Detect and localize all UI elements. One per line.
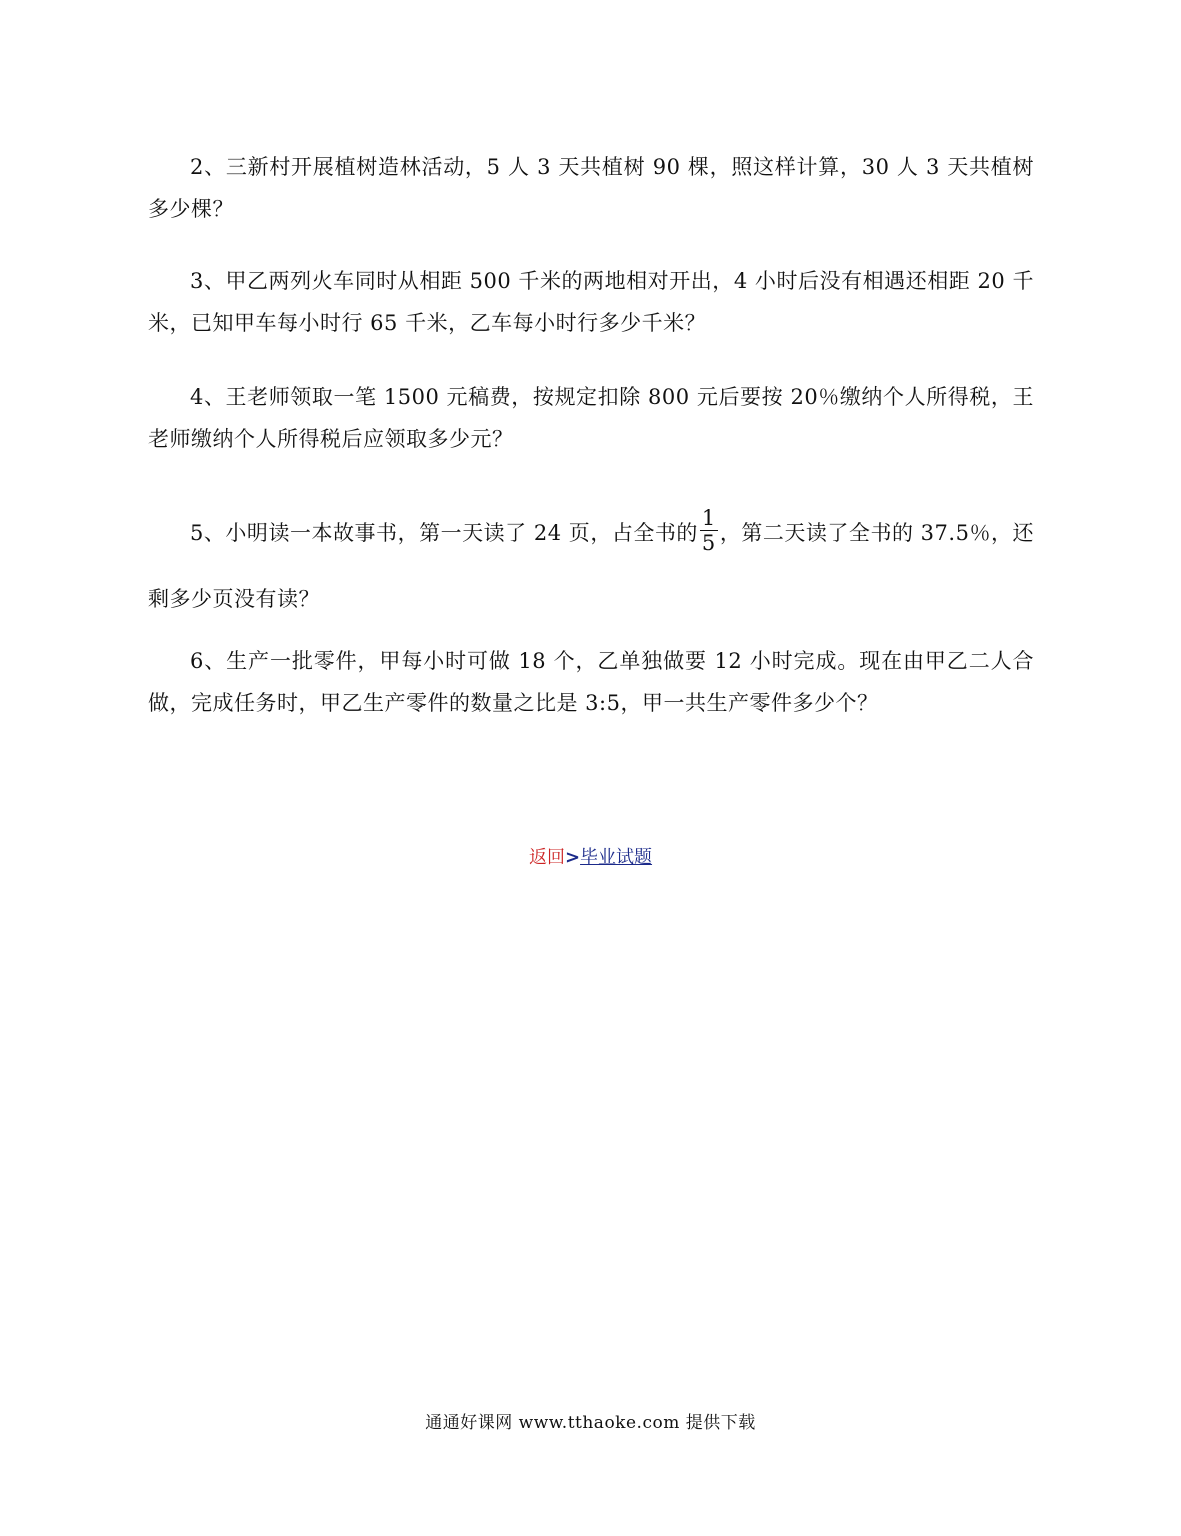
problem-6-text: 、生产一批零件，甲每小时可做 18 个，乙单独做要 12 小时完成。现在由甲乙二人合做，完成任务时，甲乙生产零件的数量之比是 3:5，甲一共生产零件多少个？ bbox=[148, 649, 1034, 715]
problem-4-text: 、王老师领取一笔 1500 元稿费，按规定扣除 800 元后要按 20％缴纳个人所得税，王老师缴纳个人所得税后应领取多少元？ bbox=[148, 385, 1034, 451]
problem-6 bbox=[148, 640, 1034, 724]
fraction-numerator: 1 bbox=[701, 506, 716, 530]
footer-credit: 通通好课网 www.tthaoke.com 提供下载 bbox=[425, 1413, 756, 1433]
problem-5-text-after: ，第二天读了全书的 37.5％，还剩多少页没有读？ bbox=[148, 521, 1034, 611]
problem-3 bbox=[148, 260, 1034, 344]
breadcrumb bbox=[0, 843, 1181, 869]
problem-3-text: 、甲乙两列火车同时从相距 500 千米的两地相对开出，4 小时后没有相遇还相距 20 千米，已知甲车每小时行 65 千米，乙车每小时行多少千米？ bbox=[148, 269, 1034, 335]
problem-5 bbox=[148, 500, 1034, 632]
problem-4 bbox=[148, 376, 1034, 460]
breadcrumb-separator: > bbox=[564, 847, 581, 868]
graduation-exam-link[interactable]: 毕业试题 bbox=[580, 847, 653, 868]
problem-6-number: 6 bbox=[190, 649, 204, 673]
problem-2-number: 2 bbox=[190, 155, 204, 179]
problem-5-text-before: 、小明读一本故事书，第一天读了 24 页，占全书的 bbox=[203, 521, 698, 545]
problem-4-number: 4 bbox=[190, 385, 204, 409]
problem-3-number: 3 bbox=[190, 269, 204, 293]
fraction-one-fifth bbox=[700, 506, 718, 555]
back-link[interactable]: 返回 bbox=[528, 847, 565, 868]
problem-2 bbox=[148, 146, 1034, 230]
fraction-denominator: 5 bbox=[701, 531, 716, 555]
problem-2-text: 、三新村开展植树造林活动，5 人 3 天共植树 90 棵，照这样计算，30 人 3 天共植树多少棵？ bbox=[148, 155, 1034, 221]
problem-5-number: 5 bbox=[190, 521, 204, 545]
